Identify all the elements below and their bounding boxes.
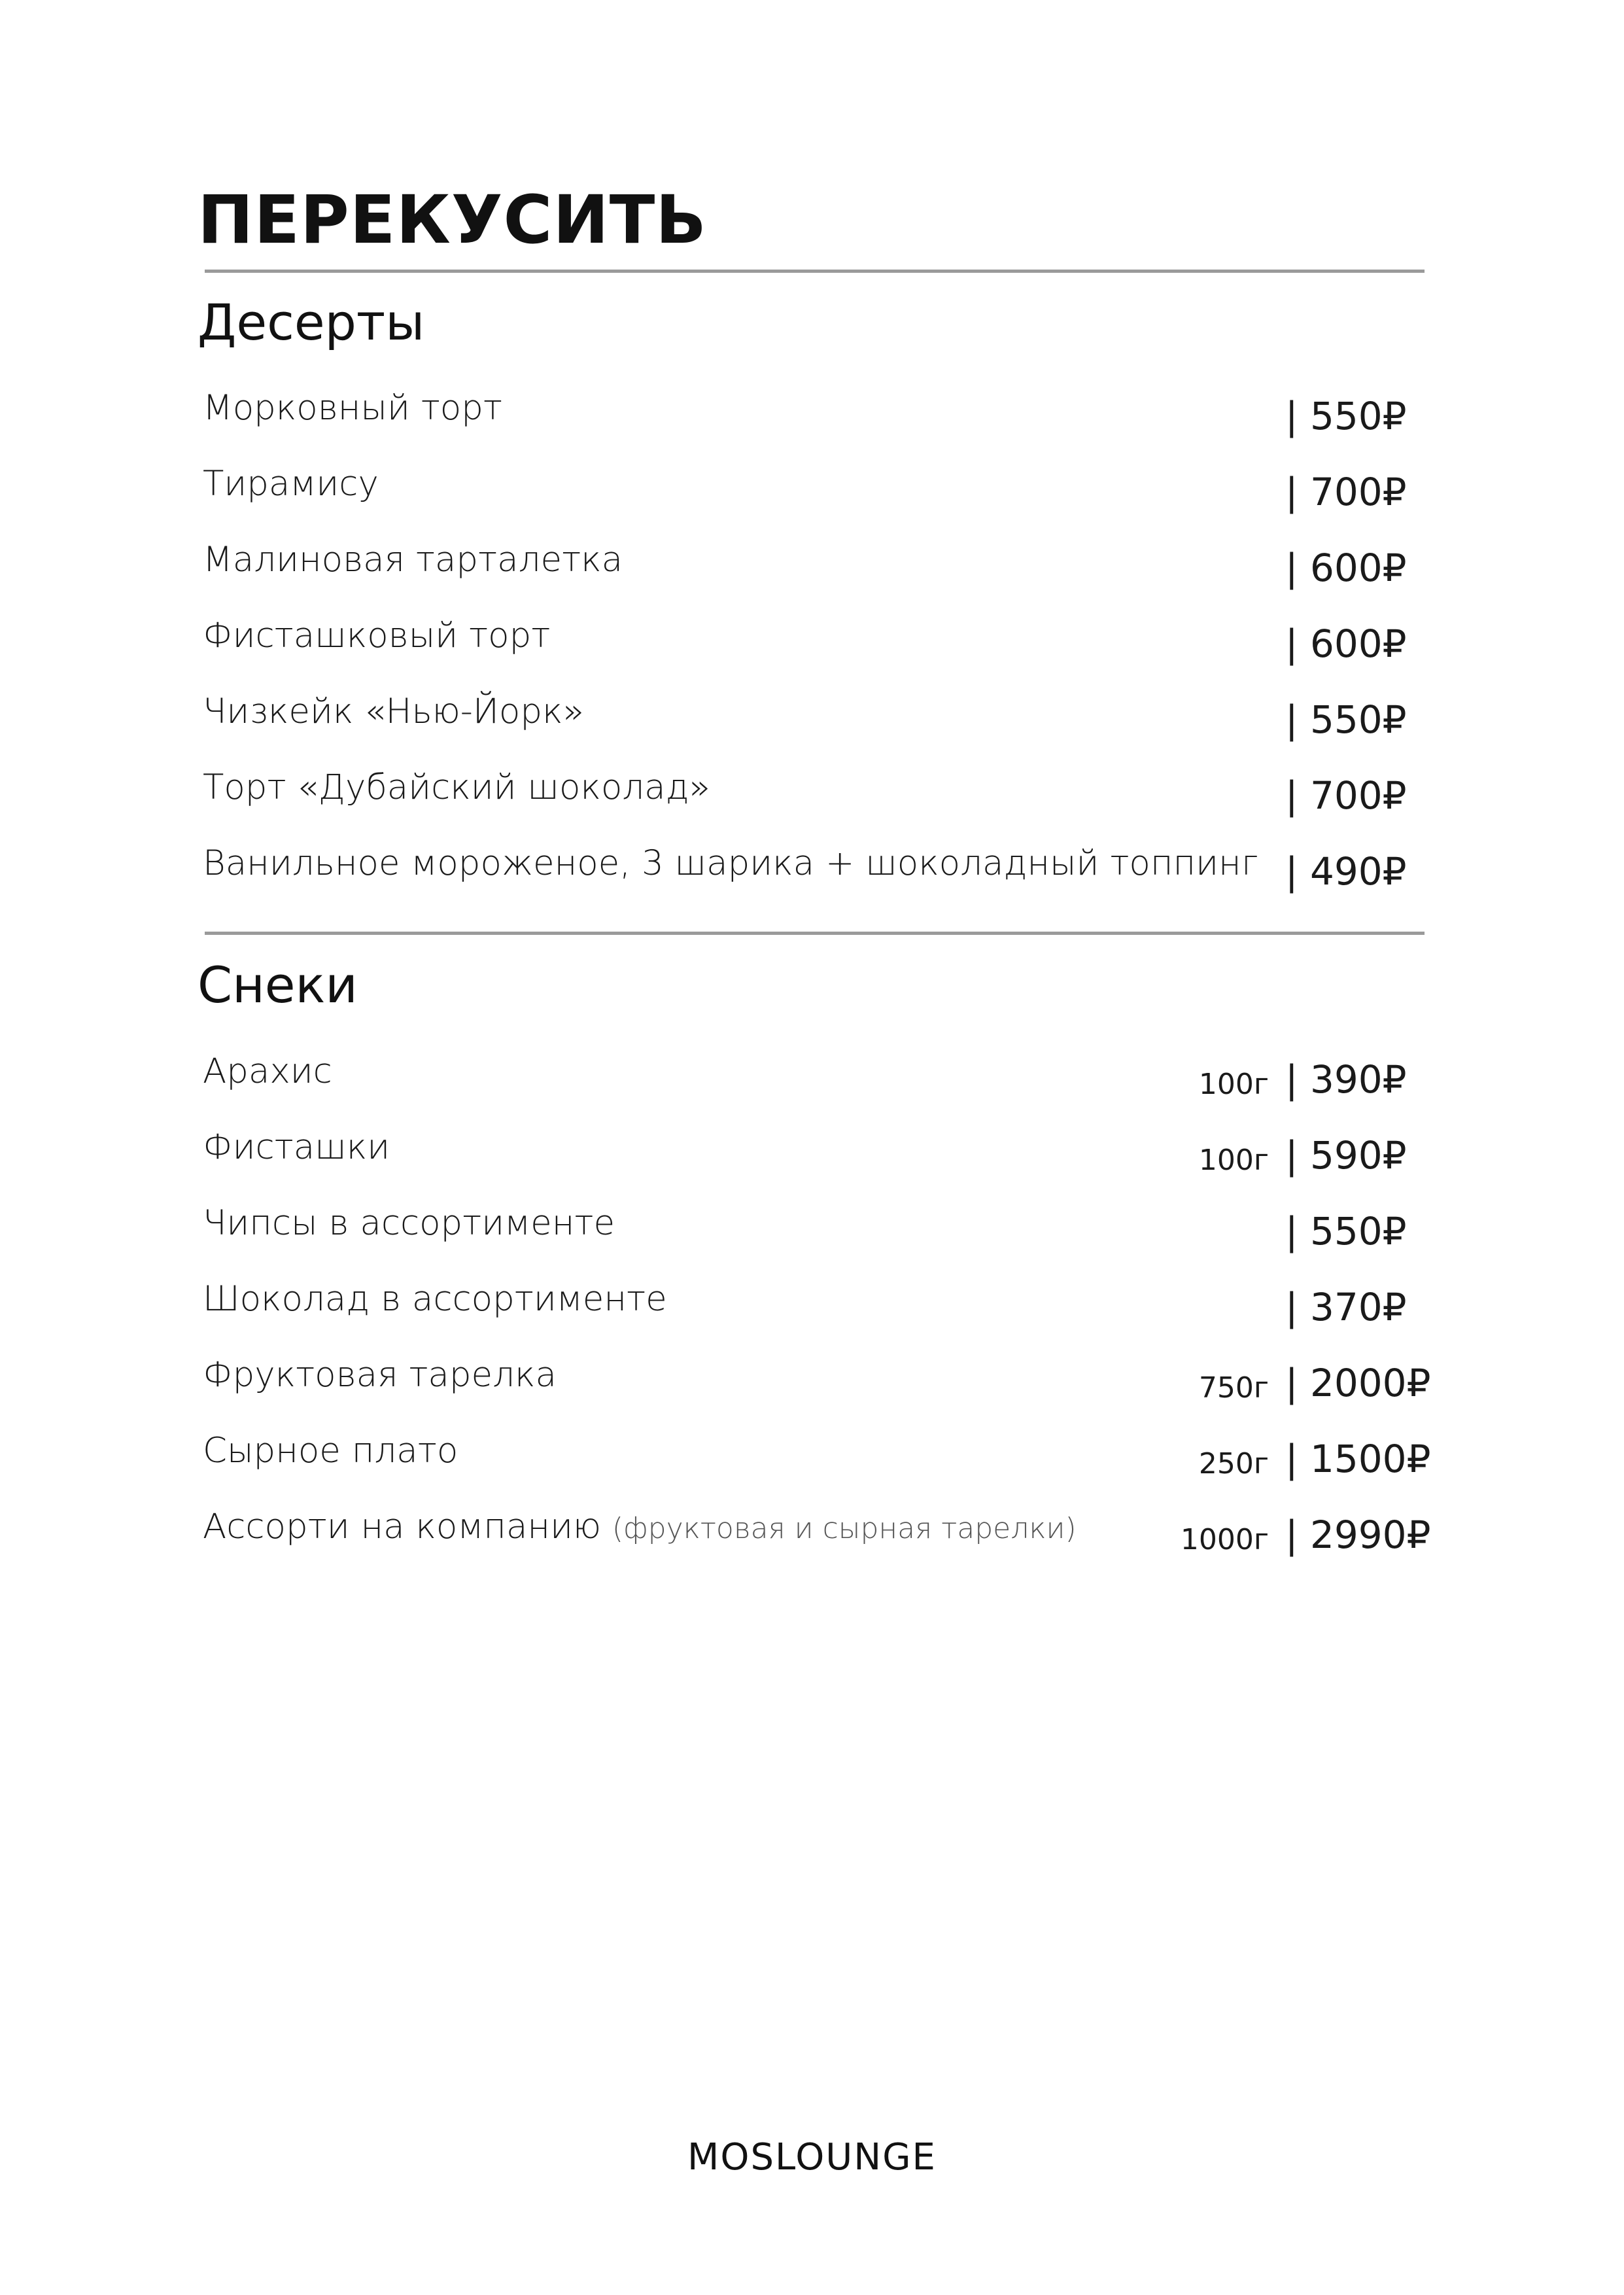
item-price: | 550₽ [1285,1209,1407,1253]
divider-top [205,270,1425,273]
menu-item [0,1506,1624,1578]
section-title-snacks: Снеки [198,956,358,1014]
menu-item [0,387,1624,459]
menu-item [0,1127,1624,1199]
menu-item [0,1202,1624,1274]
item-weight: 1000г [1180,1523,1269,1556]
menu-item [0,767,1624,839]
item-price: | 2990₽ [1285,1513,1431,1557]
item-name: Ванильное мороженое, 3 шарика + шоколадный топпинг [203,843,1258,883]
item-price: | 700₽ [1285,773,1407,818]
item-price: | 370₽ [1285,1285,1407,1329]
item-name: Шоколад в ассортименте [203,1279,667,1319]
item-name: Чизкейк «Нью-Йорк» [203,692,584,731]
item-price: | 700₽ [1285,470,1407,514]
item-name [203,1506,1077,1548]
item-note: (фруктовая и сырная тарелки) [612,1512,1077,1545]
item-name: Чипсы в ассортименте [203,1203,615,1243]
menu-item [0,539,1624,611]
item-price: | 550₽ [1285,697,1407,742]
item-name: Торт «Дубайский шоколад» [203,767,710,807]
divider-middle [205,932,1425,935]
item-price: | 590₽ [1285,1133,1407,1178]
item-name: Тирамису [203,464,379,504]
item-weight: 100г [1198,1068,1269,1101]
page-title: ПЕРЕКУСИТЬ [198,181,708,260]
item-name: Морковный торт [203,388,502,428]
menu-item [0,463,1624,535]
item-price: | 2000₽ [1285,1361,1431,1405]
menu-item [0,1278,1624,1350]
menu-item [0,691,1624,763]
item-price: | 490₽ [1285,849,1407,894]
menu-item [0,1354,1624,1426]
section-title-desserts: Десерты [198,293,425,351]
item-name: Малиновая тарталетка [203,540,623,580]
item-name: Сырное плато [203,1431,458,1471]
item-price: | 600₽ [1285,546,1407,590]
item-weight: 750г [1198,1371,1269,1405]
menu-item [0,843,1624,915]
item-name: Фруктовая тарелка [203,1355,557,1395]
item-name: Фисташковый торт [203,616,551,656]
item-name: Арахис [203,1051,332,1091]
item-price: | 1500₽ [1285,1437,1431,1481]
item-weight: 250г [1198,1447,1269,1480]
item-name: Фисташки [203,1127,390,1167]
item-price: | 600₽ [1285,622,1407,666]
item-price: | 550₽ [1285,394,1407,438]
item-price: | 390₽ [1285,1057,1407,1102]
item-weight: 100г [1198,1144,1269,1177]
menu-item [0,1051,1624,1123]
menu-item [0,1430,1624,1502]
brand-logo: MOSLOUNGE [687,2136,937,2179]
menu-item [0,615,1624,687]
item-name-text: Ассорти на компанию [203,1507,602,1547]
